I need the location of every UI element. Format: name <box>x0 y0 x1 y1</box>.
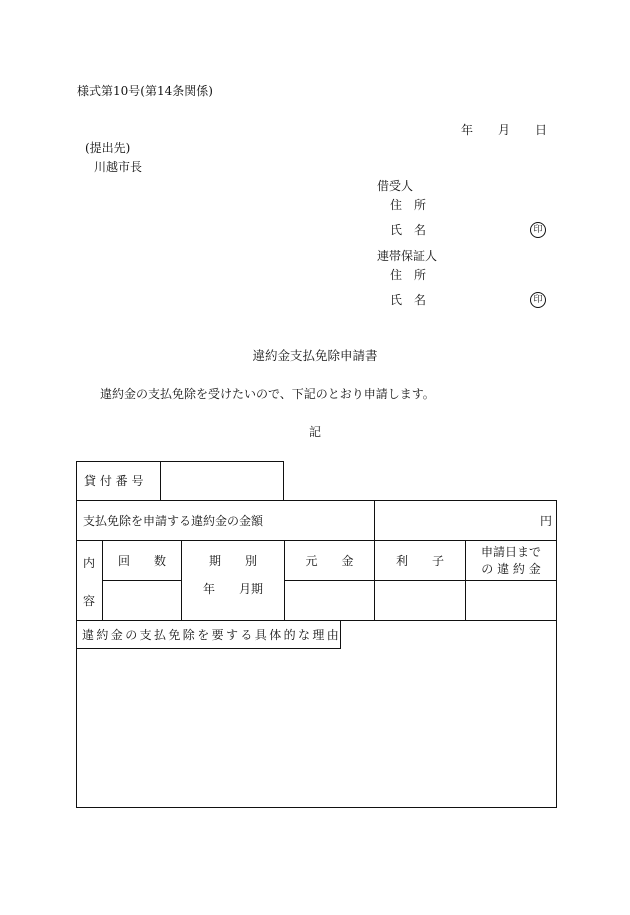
reason-field[interactable] <box>78 650 555 806</box>
document-title: 違約金支払免除申請書 <box>252 348 378 363</box>
borrower-name-label: 氏 名 <box>390 223 427 237</box>
guarantor-address-label: 住 所 <box>390 268 427 282</box>
submit-to: 川越市長 <box>94 160 143 174</box>
loan-number-label: 貸 付 番 号 <box>84 474 144 488</box>
col-count-header: 回 数 <box>117 554 166 568</box>
col-penalty-header-1: 申請日まで <box>480 545 541 559</box>
contents-label-bottom: 容 <box>83 594 96 608</box>
col-principal-header: 元 金 <box>305 554 354 568</box>
reason-label: 違約金の支払免除を要する具体的な理由 <box>82 628 342 642</box>
col-period-header: 期 別 <box>208 554 257 568</box>
borrower-seal-icon: 印 <box>530 222 546 238</box>
period-value[interactable]: 年 月期 <box>202 582 263 596</box>
borrower-address-label: 住 所 <box>390 198 427 212</box>
amount-unit: 円 <box>540 514 553 528</box>
col-interest-header: 利 子 <box>395 554 444 568</box>
date-month-label: 月 <box>498 123 511 137</box>
guarantor-seal-icon: 印 <box>530 292 546 308</box>
ki-label: 記 <box>308 425 321 439</box>
count-field[interactable] <box>103 582 180 619</box>
form-number: 様式第10号(第14条関係) <box>77 84 213 98</box>
date-day-label: 日 <box>535 123 548 137</box>
contents-label-top: 内 <box>83 556 96 570</box>
interest-field[interactable] <box>376 582 464 619</box>
body-text: 違約金の支払免除を受けたいので、下記のとおり申請します。 <box>100 387 435 401</box>
loan-number-field[interactable] <box>163 462 282 500</box>
borrower-label: 借受人 <box>377 179 414 193</box>
col-penalty-header-2: の 違 約 金 <box>481 562 541 576</box>
penalty-field[interactable] <box>467 582 555 619</box>
amount-field[interactable] <box>377 502 537 539</box>
principal-field[interactable] <box>286 582 373 619</box>
date-year-label: 年 <box>461 123 474 137</box>
guarantor-label: 連帯保証人 <box>377 249 438 263</box>
submit-to-label: (提出先) <box>85 141 131 155</box>
amount-label: 支払免除を申請する違約金の金額 <box>83 514 264 528</box>
guarantor-name-label: 氏 名 <box>390 293 427 307</box>
